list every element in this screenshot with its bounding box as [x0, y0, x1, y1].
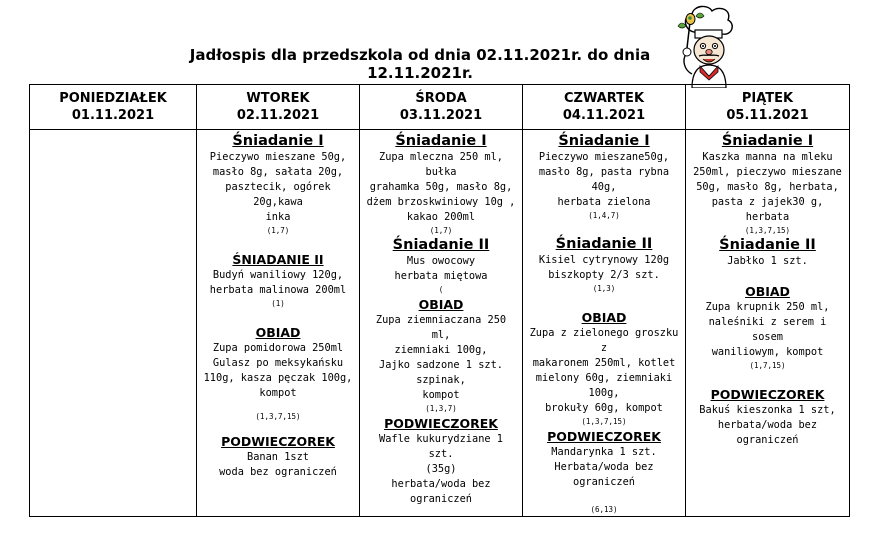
meal-heading: Śniadanie II	[719, 237, 816, 253]
menu-row	[30, 130, 850, 517]
meal-heading: PODWIECZOREK	[384, 416, 498, 431]
tuesday-cell: Śniadanie I Pieczywo mieszane 50g, masło 8g, sałata 20g, pasztecik, ogórek 20g,kawa inka (1,7) ŚNIADANIE II Budyń waniliowy 120g, herbata malinowa 200ml (1) OBIAD Zupa pomidorowa 250ml Gulasz po meksykańsku 110g, kasza pęczak 100g, kompot (1,3,7,15) PODWIECZOREK Banan 1szt woda bez ograniczeń	[197, 130, 360, 517]
allergens: (1,3,7,15)	[255, 412, 301, 421]
meal-heading: Śniadanie I	[395, 133, 487, 149]
meal-heading: Śniadanie I	[558, 133, 650, 149]
meal-heading: Śniadanie I	[721, 133, 814, 149]
meal-heading: OBIAD	[418, 297, 464, 312]
friday-cell: Śniadanie I Kaszka manna na mleku 250ml, pieczywo mieszane 50g, masło 8g, herbata, pasta z jajek30 g, herbata (1,3,7,15) Śniadanie II Jabłko 1 szt. OBIAD Zupa krupnik 250 ml, naleśniki z serem i sosem waniliowym, kompot (1,7,15) PODWIECZOREK Bakuś kieszonka 1 szt, herbata/woda bez ograniczeń	[686, 130, 850, 517]
day-header: ŚRODA 03.11.2021	[360, 85, 523, 130]
meal-heading: OBIAD	[745, 284, 790, 299]
allergens: (1,7)	[429, 226, 453, 235]
allergens: (	[438, 285, 444, 294]
day-header: WTOREK 02.11.2021	[197, 85, 360, 130]
wednesday-cell: Śniadanie I Zupa mleczna 250 ml, bułka grahamka 50g, masło 8g, dżem brzoskwiniowy 10g , kakao 200ml (1,7) Śniadanie II Mus owocowy herbata miętowa ( OBIAD Zupa ziemniaczana 250 ml, ziemniaki 100g, Jajko sadzone 1 szt. szpinak, kompot (1,3,7) PODWIECZOREK Wafle kukurydziane 1 szt. (35g) herbata/woda bez ograniczeń	[360, 130, 523, 517]
allergens: (6,13)	[590, 505, 618, 514]
allergens: (1)	[271, 299, 285, 308]
page-title: Jadłospis dla przedszkola od dnia 02.11.2021r. do dnia 12.11.2021r.	[189, 46, 651, 82]
chef-icon	[662, 2, 752, 88]
menu-table	[29, 84, 850, 517]
allergens: (1,3,7,15)	[744, 226, 791, 235]
day-header: PONIEDZIAŁEK 01.11.2021	[30, 85, 197, 130]
day-header: CZWARTEK 04.11.2021	[523, 85, 686, 130]
allergens: (1,7,15)	[749, 361, 786, 370]
meal-heading: OBIAD	[255, 325, 301, 340]
allergens: (1,3,7)	[425, 404, 457, 413]
allergens: (1,3)	[592, 284, 616, 293]
meal-heading: PODWIECZOREK	[710, 387, 825, 402]
meal-heading: Śniadanie II	[392, 237, 490, 253]
meal-heading: Śniadanie II	[555, 236, 653, 252]
header-row	[30, 85, 850, 130]
allergens: (1,7)	[266, 226, 290, 235]
thursday-cell: Śniadanie I Pieczywo mieszane50g, masło 8g, pasta rybna 40g, herbata zielona (1,4,7) Śniadanie II Kisiel cytrynowy 120g biszkopty 2/3 szt. (1,3) OBIAD Zupa z zielonego groszku z makaronem 250ml, kotlet mielony 60g, ziemniaki 100g, brokuły 60g, kompot (1,3,7,15) PODWIECZOREK Mandarynka 1 szt. Herbata/woda bez ograniczeń (6,13)	[523, 130, 686, 517]
allergens: (1,4,7)	[588, 211, 620, 220]
meal-heading: OBIAD	[581, 310, 627, 325]
meal-heading: Śniadanie I	[232, 133, 324, 149]
meal-heading: PODWIECZOREK	[547, 429, 661, 444]
allergens: (1,3,7,15)	[581, 417, 627, 426]
meal-heading: ŚNIADANIE II	[232, 252, 324, 267]
meal-heading: PODWIECZOREK	[221, 434, 335, 449]
day-header: PIĄTEK 05.11.2021	[686, 85, 850, 130]
monday-cell	[30, 130, 197, 517]
